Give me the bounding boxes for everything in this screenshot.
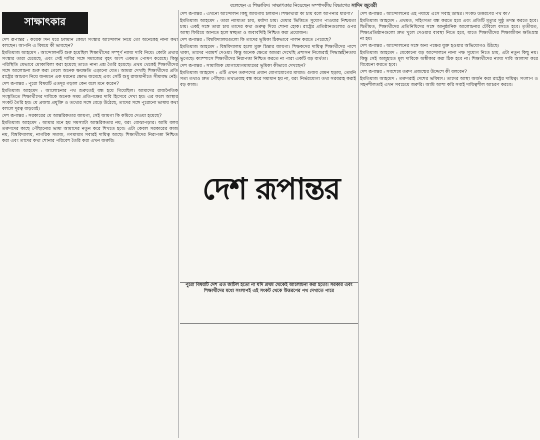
article-paragraph: ইমতিয়াজ আহমেদ : যেকোনো বড় আন্দোলনে নানা পক্ষ সুযোগ নিতে চায়, এটা নতুন কিছু নয়। কিন্তু সেই অজুহাতে মূল দাবিকে অস্বীকার করা ঠিক হবে না। শিক্ষার্থীদের ন্যায্য দাবি আলাদা করে বিবেচনা করতে হবে। [360,51,538,68]
article-paragraph: ইমতিয়াজ আহমেদ : প্রথমত, সহিংসতা বন্ধ করতে হবে এবং প্রতিটি মৃত্যুর সুষ্ঠু তদন্ত করতে হবে। দ্বিতীয়ত, শিক্ষার্থীদের প্রতিনিধিদের সঙ্গে আনুষ্ঠানিক আলোচনার টেবিলে বসতে হবে। তৃতীয়ত, শিক্ষাপ্রতিষ্ঠানগুলো দ্রুত খুলে দেওয়ার ব্যবস্থা নিতে হবে, যাতে শিক্ষার্থীদের শিক্ষাজীবন ক্ষতিগ্রস্ত না হয়। [360,19,538,42]
article-paragraph: দেশ রূপান্তর : বিশ্ববিদ্যালয়গুলো কি তাদের ভূমিকা ঠিকভাবে পালন করতে পেরেছে? [180,38,332,43]
article-paragraph: ইমতিয়াজ আহমেদ : আলোচনার পথ শুরুতেই বন্ধ হয়ে গিয়েছিল। আমাদের রাজনৈতিক সংস্কৃতিতে শিক্ষার্থীদের দাবিকে অনেক সময় প্রতিপক্ষের দাবি হিসেবে দেখা হয়। এর ফলে আস্থার সংকট তৈরি হয়। যে প্রজন্ম প্রযুক্তি ও তথ্যের সঙ্গে বেড়ে উঠেছে, তাদের সঙ্গে পুরোনো ভাষায় কথা বললে দূরত্ব বাড়বেই। [2,89,178,112]
column-rule [358,10,359,438]
article-paragraph: দেশ রূপান্তর : সরকারের যে আন্তরিকতার জায়গা, সেই জায়গা কি কমিয়ে দেওয়া হয়েছে? [2,114,162,119]
article-paragraph: দেশ রূপান্তর : আন্দোলনের সঙ্গে অন্য পক্ষের যুক্ত হওয়ার অভিযোগও উঠছে। [360,44,500,49]
section-banner: সাক্ষাৎকার [2,12,88,34]
article-paragraph: দেশ রূপান্তর : পুরো বিষয়টি এতদূর গড়াল কেন বলে মনে করেন? [2,82,119,87]
article-paragraph: দেশ রূপান্তর : সামাজিক যোগাযোগমাধ্যমের ভূমিকা কীভাবে দেখছেন? [180,64,306,69]
article-paragraph: দেশ রূপান্তর : এখনো আন্দোলন কিছু জায়গায় চলমান। শিক্ষার্থীরা কী চায় বলে আপনার ধারণা? [180,12,353,17]
article-paragraph: ইমতিয়াজ আহমেদ : বিশ্ববিদ্যালয় হলো মুক্ত চিন্তার জায়গা। শিক্ষকদের দায়িত্ব শিক্ষার্থীদের পাশে থাকা, তাদের পরামর্শ দেওয়া। কিন্তু অনেক ক্ষেত্রে আমরা দেখেছি প্রশাসন নিজেরাই সিদ্ধান্তহীনতায় ভুগেছে। ক্যাম্পাসে শিক্ষার্থীদের নিরাপত্তা নিশ্চিত করতে না পারা একটি বড় ব্যর্থতা। [180,45,356,62]
intro-line [230,2,536,11]
article-paragraph: ইমতিয়াজ আহমেদ : এটি এখন তরুণদের প্রধান যোগাযোগের মাধ্যম। গুজব যেমন ছড়ায়, তেমনি সত্য তথ্যও দ্রুত পৌঁছায়। তথ্যপ্রবাহ বন্ধ করে সমাধান হয় না, বরং নির্ভরযোগ্য তথ্য সরবরাহ করাই বড় কাজ। [180,71,356,88]
column-rule [178,10,179,438]
article-paragraph: ইমতিয়াজ আহমেদ : আন্দোলনটি শুরু হয়েছিল শিক্ষার্থীদের সম্পূর্ণ ন্যায্য দাবি নিয়ে। কোটা প্রথার সংস্কার তারা চেয়েছে, এবং সেই দাবির সঙ্গে সমাজের বৃহৎ অংশ একমত পোষণ করেছে। কিন্তু পরিস্থিতি যেভাবে মোকাবিলা করা হয়েছে তাতে নানা প্রশ্ন তৈরি হয়েছে। প্রথম থেকেই শিক্ষার্থীদের সঙ্গে আলোচনা শুরু করা গেলে অনেক ক্ষয়ক্ষতি এড়ানো যেত। আমরা দেখছি শিক্ষার্থীদের প্রতি রাষ্ট্রের আচরণ নিয়ে জনমনে এক ধরনের ক্ষোভ জমেছে এবং সেটি শুধু রাজধানীতে সীমাবদ্ধ নেই। [2,51,178,80]
article-column-1 [2,38,178,436]
article-column-3 [360,12,538,436]
pull-quote [180,282,358,324]
pull-quote-text: পুরো বিষয়টি দেশ এত জটিল হতো না যদি প্রথম থেকেই আলোচনা করা হতো। সরকার এবং শিক্ষার্থীদের মধ্যে সংলাপই এই সংকট থেকে উত্তরণের পথ দেখাতে পারে [185,283,353,294]
logo-text: দেশ রূপান্তর [202,172,340,207]
article-paragraph: ইমতিয়াজ আহমেদ : তরুণরাই দেশের ভবিষ্যৎ। তাদের আস্থা অর্জন করা রাষ্ট্রের দায়িত্ব। সংলাপ ও সহনশীলতাই এখন সবচেয়ে জরুরি। আমি আশা করি সবাই দায়িত্বশীল আচরণ করবে। [360,77,538,88]
article-column-2 [180,12,356,436]
article-paragraph: দেশ রূপান্তর : কয়েক দিন ধরে চলমান কোটা সংস্কার আন্দোলন নিয়ে তো অনেকেই নানা কথা বলছেন। আপনি এ বিষয়ে কী ভাবছেন? [2,38,178,49]
article-paragraph: ইমতিয়াজ আহমেদ : আমার মনে হয় সমস্যাটা আন্তরিকতার নয়, বরং বোঝাপড়ার। আমি বলব তরুণদের কাছে পৌঁছানোর ভাষা আমাদের নতুন করে শিখতে হবে। এটা কেবল সরকারের কাজ নয়, বিশ্ববিদ্যালয়, নাগরিক সমাজ, গণমাধ্যম সবারই দায়িত্ব আছে। শিক্ষার্থীদের নিরাপত্তা নিশ্চিত করা এবং তাদের কথা শোনার পরিবেশ তৈরি করা এখন জরুরি। [2,121,178,144]
article-paragraph: দেশ রূপান্তর : সবশেষে তরুণ প্রজন্মের উদ্দেশে কী বলবেন? [360,70,467,75]
article-paragraph: দেশ রূপান্তর : আন্দোলনের এই পর্যায়ে এসে সবাই উদ্বিগ্ন। সংকট উত্তরণের পথ কী? [360,12,510,17]
newspaper-logo [196,170,346,210]
interviewer-name: সাদিদ জুবেরী [351,3,377,9]
intro-text: বলেছেন এ শিক্ষাবিদ। সাক্ষাৎকার নিয়েছেন সম্পাদকীয় বিভাগের [230,4,350,9]
article-paragraph: ইমতিয়াজ আহমেদ : তারা ন্যায্যতা চায়, মর্যাদা চায়। মেধার ভিত্তিতে সুযোগ পাওয়ার নিশ্চয়তা চায়। একই সঙ্গে তারা চায় তাদের কথা গুরুত্ব দিয়ে শোনা হোক। রাষ্ট্রের প্রতিষ্ঠানগুলোর ওপর আস্থা ফিরিয়ে আনতে হলে স্বচ্ছতা ও জবাবদিহি নিশ্চিত করা প্রয়োজন। [180,19,356,36]
